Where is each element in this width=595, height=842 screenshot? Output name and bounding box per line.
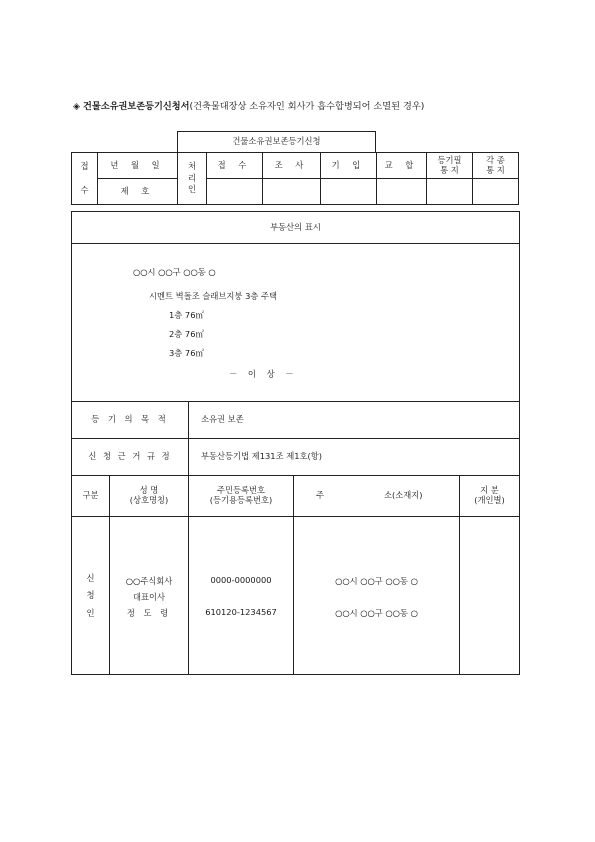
header-address-left: 주 [316,490,325,501]
representative-id-number: 610120-1234567 [205,607,277,617]
end-mark: － 이 상 － [229,369,298,379]
number-label: 제 호 [97,178,178,205]
form-title: 건물소유권보존등기신청서 [83,101,190,112]
company-address: ○○시 ○○구 ○○동 ○ [335,576,418,586]
reception-header: 건물소유권보존등기신청 [177,131,376,153]
floor-3-area: 3층 76㎡ [169,348,204,358]
col-investigation: 조 사 [262,152,321,179]
applicant-share-cell [459,516,520,675]
date-label: 년 월 일 [97,152,178,179]
company-name: ○○주식회사 [125,576,173,586]
applicant-id-cell [188,516,294,675]
header-id-number: 주민등록번호 (등기용등록번호) [188,475,294,517]
basis-value: 부동산등기법 제131조 제1호(항) [188,438,520,476]
representative-name: 정 도 령 [126,608,172,618]
applicant-label: 신 청 인 [71,516,110,675]
representative-title: 대표이사 [132,592,166,602]
floor-2-area: 2층 76㎡ [169,329,204,339]
various-notice-box [472,178,519,205]
investigation-sign-box [262,178,321,205]
col-collation: 교 합 [376,152,427,179]
purpose-label: 등 기 의 목 적 [71,401,189,439]
document-title [73,98,424,112]
applicant-address-cell [293,516,460,675]
header-address [293,475,460,517]
col-registered-notice: 등기필 통 지 [426,152,473,179]
basis-label: 신 청 근 거 규 정 [71,438,189,476]
col-entry: 기 입 [320,152,377,179]
header-type: 구분 [71,475,110,517]
header-share: 지 분 (개인별) [459,475,520,517]
collation-sign-box [376,178,427,205]
col-receipt: 접 수 [206,152,263,179]
purpose-value: 소유권 보존 [188,401,520,439]
form-subtitle: (건축물대장상 소유자인 회사가 흡수합병되어 소멸된 경우) [189,101,425,112]
receipt-sign-box [206,178,263,205]
property-structure: 시멘트 벽돌조 슬래브지붕 3층 주택 [149,291,278,301]
representative-address: ○○시 ○○구 ○○동 ○ [335,608,418,618]
property-header: 부동산의 표시 [71,211,520,244]
col-various-notice: 각 종 통 지 [472,152,519,179]
bullet-icon: ◈ [73,101,81,112]
header-name: 성 명 (상호명칭) [109,475,189,517]
header-address-right: 소(소재지) [384,490,423,501]
registered-notice-box [426,178,473,205]
property-address: ○○시 ○○구 ○○동 ○ [133,267,216,277]
entry-sign-box [320,178,377,205]
floor-1-area: 1층 76㎡ [169,310,204,320]
company-registration-number: 0000-0000000 [210,575,272,585]
processor-label: 처 리 인 [177,152,207,205]
receipt-label: 접 수 [71,152,98,205]
